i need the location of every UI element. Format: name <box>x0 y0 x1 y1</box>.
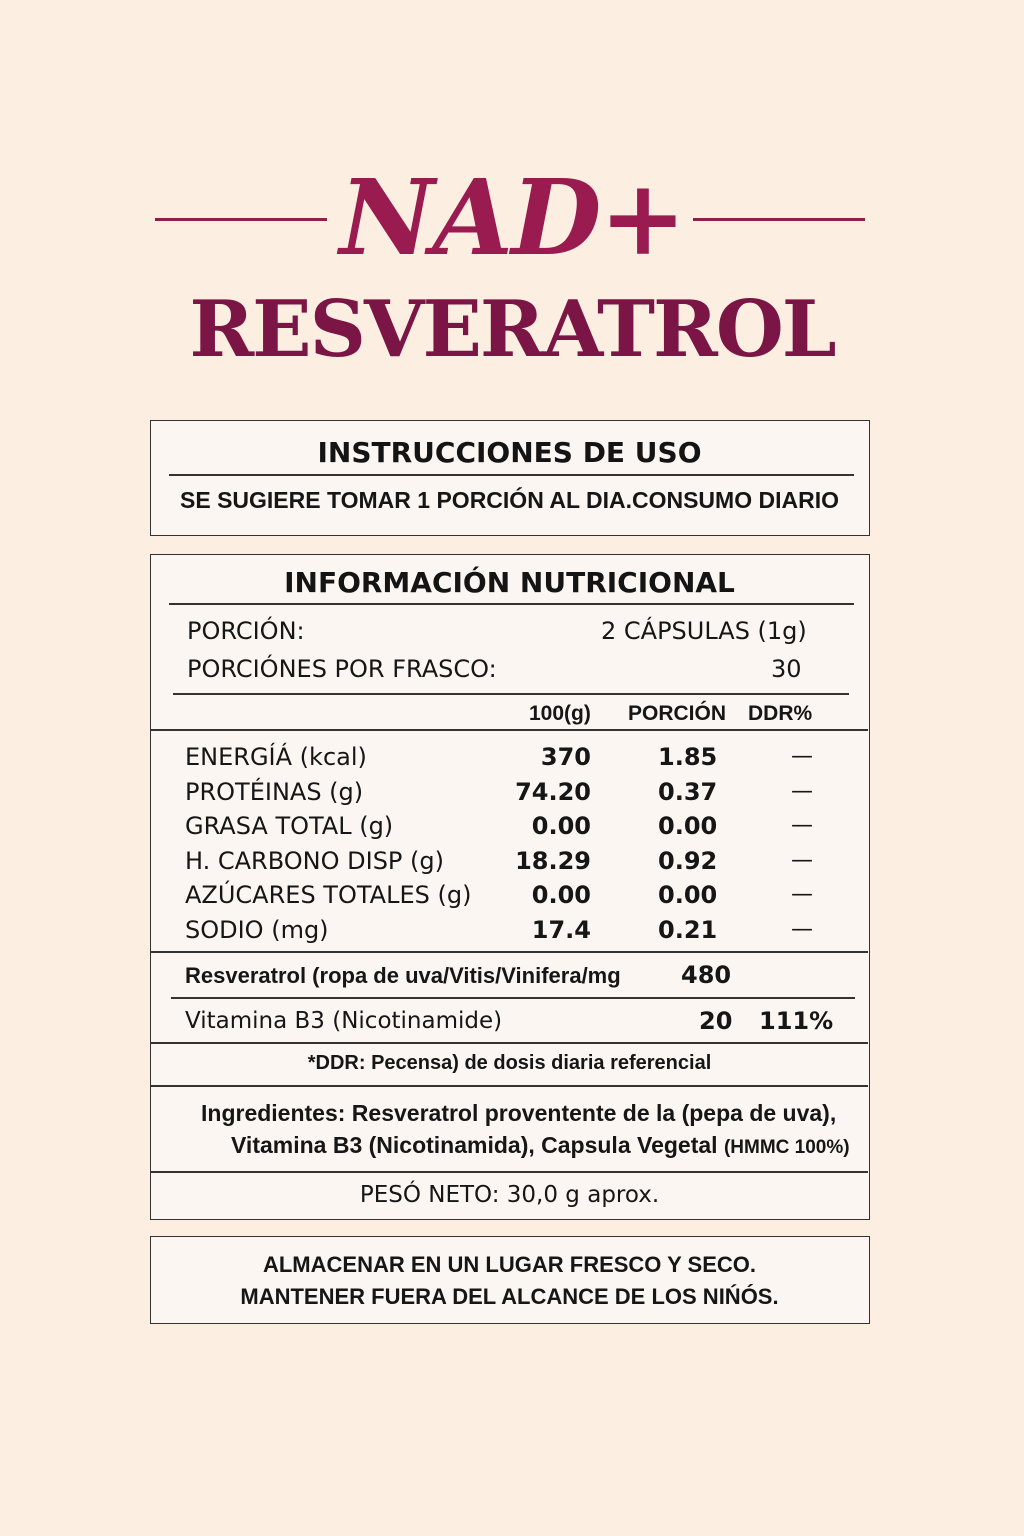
nutrient-ddr: — <box>791 916 813 942</box>
column-header-ddr: DDR% <box>748 702 813 725</box>
nutrient-ddr: — <box>791 847 813 873</box>
ingredients-line-2 <box>231 1129 850 1164</box>
vitamin-name: Vitamina B3 (Nicotinamide) <box>185 1008 503 1034</box>
nutrient-portion: 0.00 <box>658 812 718 840</box>
nutrient-name: H. CARBONO DISP (g) <box>185 846 444 875</box>
product-title: NAD+ <box>339 156 685 279</box>
vitamin-divider <box>151 1042 868 1044</box>
servings-value: 30 <box>771 655 802 683</box>
ddr-note: *DDR: Pecensa) de dosis diaria referencial <box>307 1052 712 1074</box>
nutrient-per100: 74.20 <box>515 777 591 806</box>
servings-divider <box>173 693 849 695</box>
nutrient-per100: 18.29 <box>515 846 591 875</box>
instructions-divider <box>169 474 854 476</box>
nutrient-per100: 370 <box>540 743 591 771</box>
resveratrol-portion: 480 <box>681 961 732 989</box>
nutrient-name: PROTÉINAS (g) <box>185 777 364 806</box>
nutrient-portion: 0.92 <box>658 846 718 875</box>
nutrient-ddr: — <box>791 882 813 907</box>
ingredients-small: (HMMC 100%) <box>723 1137 850 1158</box>
nutrient-portion: 0.37 <box>658 777 718 806</box>
instructions-heading: INSTRUCCIONES DE USO <box>317 436 702 469</box>
nutrients-divider <box>151 951 868 953</box>
nutrition-heading-divider <box>169 603 854 605</box>
resveratrol-divider <box>171 997 855 999</box>
product-subtitle: RESVERATROL <box>189 284 835 375</box>
column-header-per100: 100(g) <box>529 702 591 725</box>
ingredients-divider <box>151 1171 868 1173</box>
ingredients-line-1: Ingredientes: Resveratrol proventente de la (pepa de uva), <box>201 1100 837 1126</box>
vitamin-ddr: 111% <box>759 1007 834 1035</box>
ingredients-line-2-text: Vitamina B3 (Nicotinamida), Capsula Vegetal <box>231 1132 718 1158</box>
nutrient-portion: 0.00 <box>658 881 718 909</box>
portion-value: 2 CÁPSULAS (1g) <box>601 617 807 645</box>
nutrition-box <box>150 554 870 1220</box>
vitamin-portion: 20 <box>699 1007 733 1035</box>
nutrient-name: SODIO (mg) <box>185 915 329 944</box>
nutrient-portion: 0.21 <box>658 915 718 944</box>
storage-box <box>150 1236 870 1324</box>
nutrient-per100: 0.00 <box>531 881 591 909</box>
nutrient-name: AZÚCARES TOTALES (g) <box>185 881 472 909</box>
column-header-portion: PORCIÓN <box>628 702 727 725</box>
nutrient-per100: 17.4 <box>531 915 591 944</box>
instructions-box <box>150 420 870 536</box>
storage-line-2: MANTENER FUERA DEL ALCANCE DE LOS NIŃÓS. <box>240 1284 779 1309</box>
nutrient-portion: 1.85 <box>658 743 718 771</box>
nutrient-name: ENERGÍÁ (kcal) <box>185 743 367 771</box>
nutrient-ddr: — <box>791 778 813 804</box>
column-header-divider <box>151 729 868 731</box>
net-weight: PESÓ NETO: 30,0 g aprox. <box>359 1182 660 1208</box>
nutrition-heading: INFORMACIÓN NUTRICIONAL <box>284 566 735 599</box>
nutrient-ddr: — <box>791 744 813 769</box>
nutrient-per100: 0.00 <box>531 812 591 840</box>
servings-label: PORCIÓNES POR FRASCO: <box>187 655 497 683</box>
nutrient-ddr: — <box>791 813 813 838</box>
portion-label: PORCIÓN: <box>187 617 305 645</box>
nutrient-name: GRASA TOTAL (g) <box>185 812 394 840</box>
storage-line-1: ALMACENAR EN UN LUGAR FRESCO Y SECO. <box>262 1252 756 1277</box>
ddr-divider <box>151 1085 868 1087</box>
instructions-text: SE SUGIERE TOMAR 1 PORCIÓN AL DIA.CONSUMO DIARIO <box>180 487 839 513</box>
resveratrol-name: Resveratrol (ropa de uva/Vitis/Vinifera/mg <box>185 963 621 988</box>
